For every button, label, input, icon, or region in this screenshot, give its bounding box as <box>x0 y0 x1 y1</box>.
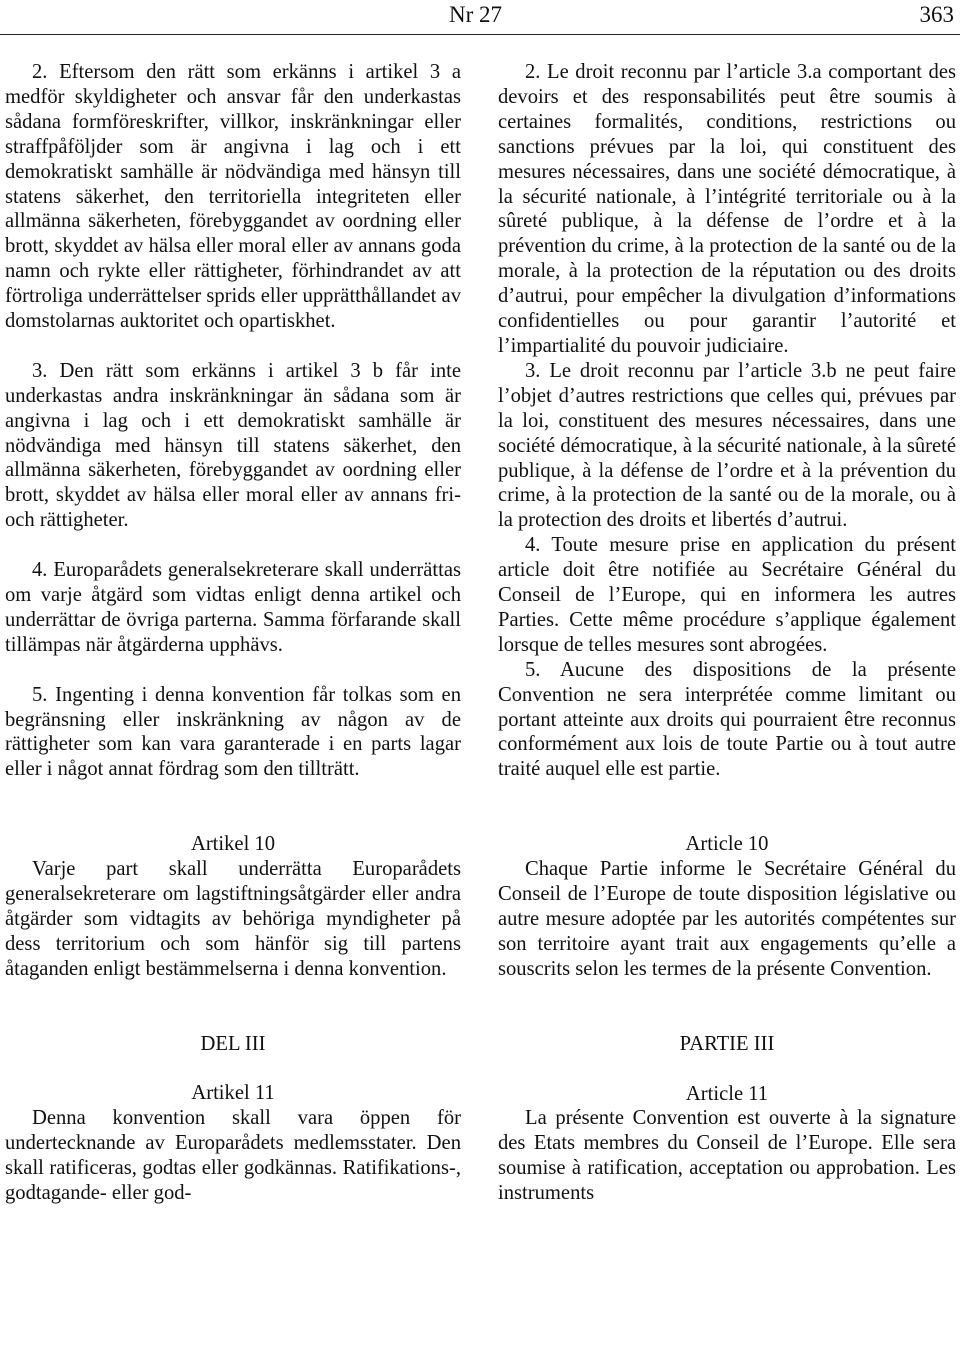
fr-part-3-heading: PARTIE III <box>679 1032 775 1055</box>
fr-paragraph-3: 3. Le droit reconnu par l’article 3.b ne peut faire l’objet d’autres restrictions que celles qui, prévues par la loi, constituent des mesures nécessaires, dans une société démocratique, à la sécurité nationale, à la sûreté publique, à la défense de l’ordre et à la prévention du crime, à la protection de la santé ou de la morale, ou à la protection des droits et libertés d’autrui. <box>498 359 956 532</box>
page-header <box>0 2 960 32</box>
fr-article-11-text: La présente Convention est ouverte à la signature des Etats membres du Conseil de l’Europe. Elle sera soumise à ratification, acceptation ou approbation. Les instruments <box>498 1107 956 1205</box>
french-column <box>498 60 956 1206</box>
issue-number: Nr 27 <box>449 2 503 27</box>
sv-paragraph-4: 4. Europarådets generalsekreterare skall underrättas om varje åtgärd som vidtas enligt denna artikel och underrättar de övriga parterna. Samma förfarande skall tillämpas när åtgärderna upphävs. <box>5 559 461 656</box>
fr-paragraph-2: 2. Le droit reconnu par l’article 3.a comportant des devoirs et des responsabilités peut être soumis à certaines formalités, conditions, restrictions ou sanctions prévues par la loi, qui constituent des mesures nécessaires, dans une société démocratique, à la sécurité nationale, à l’intégrité territoriale ou à la sûreté publique, à la défense de l’ordre et à la prévention du crime, à la protection de la santé ou de la morale, à la protection de la réputation ou des droits d’autrui, pour empêcher la divulgation d’informations confidentielles ou pour garantir l’autorité et l’impartialité du pouvoir judiciaire. <box>498 61 956 357</box>
fr-paragraph-5: 5. Aucune des dispositions de la présente Convention ne sera interprétée comme limitant ou portant atteinte aux droits qui pourraient être reconnus conformément aux lois de toute Partie ou à tout autre traité auquel elle est partie. <box>498 658 956 781</box>
sv-paragraph-3: 3. Den rätt som erkänns i artikel 3 b får inte underkastas andra inskränkningar än sådana som är angivna i lag och i ett demokratiskt samhälle är nödvändiga med hänsyn till statens säkerhet, den allmänna säkerheten, förebyggandet av oordning eller brott, skyddet av hälsa eller moral eller av annans fri- och rättigheter. <box>5 359 461 532</box>
sv-article-11-text: Denna konvention skall vara öppen för undertecknande av Europarådets medlemsstater. Den skall ratificeras, godtas eller godkännas. Ratifikations-, godtagande- eller god- <box>5 1107 461 1205</box>
fr-paragraph-4: 4. Toute mesure prise en application du présent article doit être notifiée au Secrétaire Général du Conseil de l’Europe, qui en informera les autres Parties. Cette même procédure s’applique également lorsque de telles mesures sont abrogées. <box>498 534 956 656</box>
swedish-column <box>5 60 461 1206</box>
sv-article-10-heading: Artikel 10 <box>190 833 276 856</box>
fr-article-10-text: Chaque Partie informe le Secrétaire Général du Conseil de l’Europe de toute disposition législative ou autre mesure adoptée par les autorités compétentes sur son territoire ayant trait aux engagements qu’elle a souscrits selon les termes de la présente Convention. <box>498 858 956 980</box>
sv-article-11-heading: Artikel 11 <box>191 1082 275 1105</box>
sv-paragraph-2: 2. Eftersom den rätt som erkänns i artikel 3 a medför skyldigheter och ansvar får den underkastas sådana formföreskrifter, villkor, inskränkningar eller straffpåföljder som är angivna i lag och i ett demokratiskt samhälle är nödvändiga med hänsyn till statens säkerhet, den territoriella integriteten eller allmänna säkerheten, förebyggandet av oordning eller brott, skyddet av hälsa eller moral eller av annans goda namn och rykte eller rättigheter, förhindrandet av att förtroliga underrättelser sprids eller upprätthållandet av domstolarnas auktoritet och opartiskhet. <box>5 61 461 333</box>
sv-article-10-text: Varje part skall underrätta Europarådets generalsekreterare om lagstiftningsåtgärder eller andra åtgärder som vidtagits av behöriga myndigheter på dess territorium och som hänför sig till partens åtaganden enligt bestämmelserna i denna konvention. <box>5 858 461 980</box>
sv-paragraph-5: 5. Ingenting i denna konvention får tolkas som en begränsning eller inskränkning av någon av de rättigheter som kan vara garanterade i en parts lagar eller i något annat fördrag som den tillträtt. <box>5 683 461 781</box>
fr-article-11-heading: Article 11 <box>685 1082 769 1105</box>
sv-part-3-heading: DEL III <box>200 1032 266 1055</box>
page-number: 363 <box>919 2 954 27</box>
fr-article-10-heading: Article 10 <box>685 833 769 856</box>
header-rule <box>0 34 960 35</box>
